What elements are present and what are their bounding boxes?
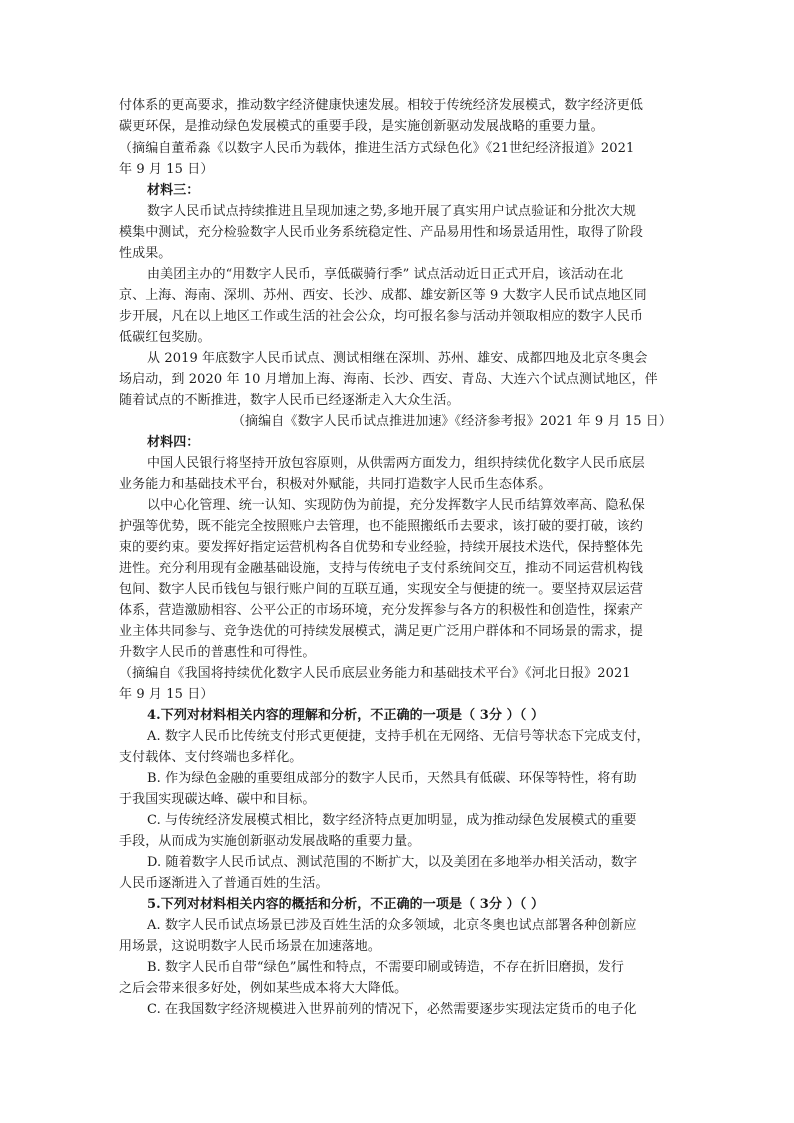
option-d: D. 随着数字人民币试点、测试范围的不断扩大，以及美团在多地举办相关活动，数字	[147, 855, 638, 870]
source-note: 年 9 月 15 日）	[119, 162, 214, 177]
option-c: C. 与传统经济发展模式相比，数字经济特点更加明显，成为推动绿色发展模式的重要	[147, 813, 637, 828]
text-line: 人民币逐渐进入了普通百姓的生活。	[119, 876, 329, 891]
text-line: 性成果。	[119, 246, 172, 261]
text-line: 护强等优势，既不能完全按照账户去管理，也不能照搬纸币去要求，该打破的要打破，该约	[119, 519, 644, 534]
source-note: （摘编自《我国将持续优化数字人民币底层业务能力和基础技术平台》《河北日报》2021	[119, 666, 631, 681]
text-line: 支付载体、支付终端也多样化。	[119, 750, 303, 765]
text-line: 以中心化管理、统一认知、实现防伪为前提，充分发挥数字人民币结算效率高、隐私保	[147, 498, 645, 513]
option-a: A. 数字人民币试点场景已涉及百姓生活的众多领域，北京冬奥也试点部署各种创新应	[147, 918, 637, 933]
source-note: （摘编自董希淼《以数字人民币为载体，推进生活方式绿色化》《21世纪经济报道》2021	[119, 141, 635, 156]
text-line: 业务能力和基础技术平台，积极对外赋能，共同打造数字人民币生态体系。	[119, 477, 552, 492]
text-line: 付体系的更高要求，推动数字经济健康快速发展。相较于传统经济发展模式，数字经济更低	[119, 98, 644, 113]
text-line: 包间、数字人民币钱包与银行账户间的互联互通，实现安全与便捷的统一。要坚持双层运营	[119, 582, 644, 597]
text-line: 随着试点的不断推进，数字人民币已经逐渐走入大众生活。	[119, 393, 460, 408]
option-b: B. 作为绿色金融的重要组成部分的数字人民币，天然具有低碳、环保等特性，将有助	[147, 771, 637, 786]
text-line: 由美团主办的“用数字人民币，享低碳骑行季” 试点活动近日正式开启，该活动在北	[147, 267, 624, 282]
question-4: 4.下列对材料相关内容的理解和分析，不正确的一项是（ 3分 ）（ ）	[147, 708, 545, 723]
option-b: B. 数字人民币自带“绿色”属性和特点，不需要印刷或铸造，不存在折旧磨损，发行	[147, 960, 625, 975]
text-line: 中国人民银行将坚持开放包容原则，从供需两方面发力，组织持续优化数字人民币底层	[147, 456, 645, 471]
text-line: 用场景，这说明数字人民币场景在加速落地。	[119, 939, 382, 954]
section-heading: 材料三：	[147, 183, 200, 198]
text-line: 从 2019 年底数字人民币试点、测试相继在深圳、苏州、雄安、成都四地及北京冬奥会	[147, 351, 648, 366]
source-note: 年 9 月 15 日）	[119, 687, 214, 702]
text-line: 升数字人民币的普惠性和可得性。	[119, 645, 316, 660]
text-line: 体系，营造激励相容、公平公正的市场环境，充分发挥参与各方的积极性和创造性，探索产	[119, 603, 644, 618]
question-5: 5.下列对材料相关内容的概括和分析，不正确的一项是（ 3分 ）（ ）	[147, 897, 545, 912]
text-line: 手段，从而成为实施创新驱动发展战略的重要力量。	[119, 834, 421, 849]
text-line: 之后会带来很多好处，例如某些成本将大大降低。	[119, 981, 408, 996]
text-line: 进性。充分利用现有金融基础设施，支持与传统电子支付系统间交互，推动不同运营机构钱	[119, 561, 644, 576]
text-line: 低碳红包奖励。	[119, 330, 211, 345]
option-a: A. 数字人民币比传统支付形式更便捷，支持手机在无网络、无信号等状态下完成支付，	[147, 729, 650, 744]
option-c: C. 在我国数字经济规模进入世界前列的情况下，必然需要逐步实现法定货币的电子化	[147, 1002, 637, 1017]
text-line: 数字人民币试点持续推进且呈现加速之势,多地开展了真实用户试点验证和分批次大规	[147, 204, 636, 219]
text-line: 业主体共同参与、竞争迭优的可持续发展模式，满足更广泛用户群体和不同场景的需求，提	[119, 624, 644, 639]
text-line: 模集中测试，充分检验数字人民币业务系统稳定性、产品易用性和场景适用性，取得了阶段	[119, 225, 644, 240]
text-line: 京、上海、海南、深圳、苏州、西安、长沙、成都、雄安新区等 9 大数字人民币试点地区同	[119, 288, 647, 303]
text-line: 于我国实现碳达峰、碳中和目标。	[119, 792, 316, 807]
source-note: （摘编自《数字人民币试点推进加速》《经济参考报》2021 年 9 月 15 日）	[231, 414, 672, 429]
text-line: 步开展，凡在以上地区工作或生活的社会公众，均可报名参与活动并领取相应的数字人民币	[119, 309, 644, 324]
section-heading: 材料四：	[147, 435, 200, 450]
text-line: 束的要约束。要发挥好指定运营机构各自优势和专业经验，持续开展技术迭代，保持整体先	[119, 540, 644, 555]
text-line: 碳更环保，是推动绿色发展模式的重要手段，是实施创新驱动发展战略的重要力量。	[119, 119, 604, 134]
text-line: 场启动，到 2020 年 10 月增加上海、海南、长沙、西安、青岛、大连六个试点测试地区，伴	[119, 372, 658, 387]
